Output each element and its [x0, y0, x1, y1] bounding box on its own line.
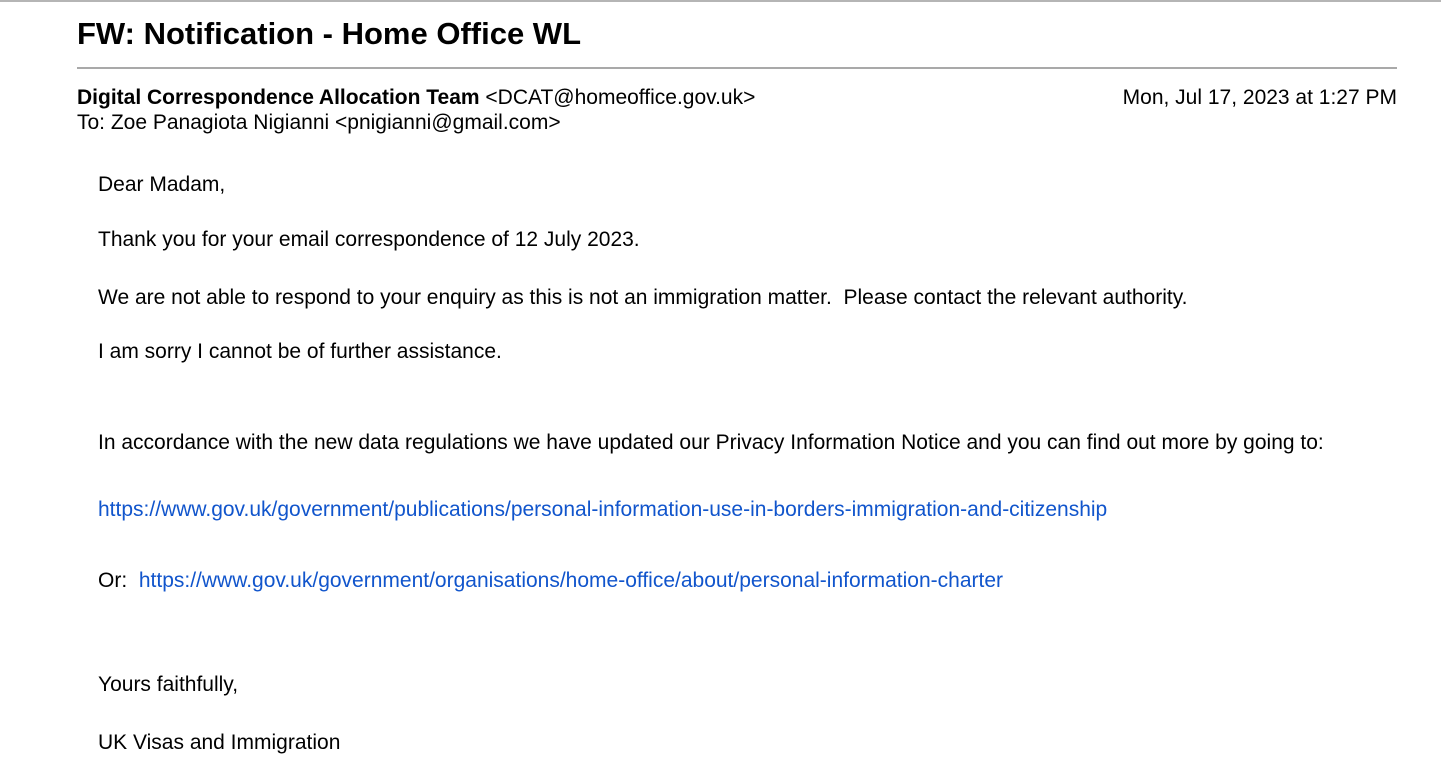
sender-line: [77, 85, 755, 110]
sender-block: [77, 85, 755, 135]
window-top-border: [0, 0, 1441, 2]
paragraph-link-charter: [98, 567, 1397, 594]
link-personal-information-charter[interactable]: https://www.gov.uk/government/organisations/home-office/about/personal-information-charter: [138, 569, 1004, 592]
link-personal-information-use[interactable]: https://www.gov.uk/government/publications/personal-information-use-in-borders-immigration-and-citizenship: [98, 498, 1108, 521]
recipient-line: To: Zoe Panagiota Nigianni <pnigianni@gmail.com>: [77, 111, 561, 134]
salutation: Dear Madam,: [98, 173, 226, 196]
email-meta-header: [77, 85, 1397, 135]
sender-name: Digital Correspondence Allocation Team: [77, 86, 480, 109]
paragraph-link-publications: [98, 496, 1397, 523]
or-prefix: Or:: [98, 569, 139, 592]
email-subject: FW: Notification - Home Office WL: [77, 16, 582, 51]
email-date: Mon, Jul 17, 2023 at 1:27 PM: [1122, 86, 1397, 109]
paragraph-sorry: I am sorry I cannot be of further assistance.: [98, 340, 502, 363]
sender-email-address: <DCAT@homeoffice.gov.uk>: [479, 86, 756, 109]
email-body: [77, 171, 1397, 756]
paragraph-thanks: Thank you for your email correspondence of 12 July 2023.: [98, 228, 640, 251]
paragraph-not-able-to-respond: We are not able to respond to your enquiry as this is not an immigration matter. Please contact the relevant authority.: [98, 286, 1188, 309]
paragraph-privacy-notice: In accordance with the new data regulations we have updated our Privacy Information Notice and you can find out more by going to:: [98, 431, 1324, 454]
signature: UK Visas and Immigration: [98, 731, 341, 754]
subject-divider: [77, 67, 1397, 69]
closing: Yours faithfully,: [98, 673, 239, 696]
email-view: [0, 18, 1441, 756]
